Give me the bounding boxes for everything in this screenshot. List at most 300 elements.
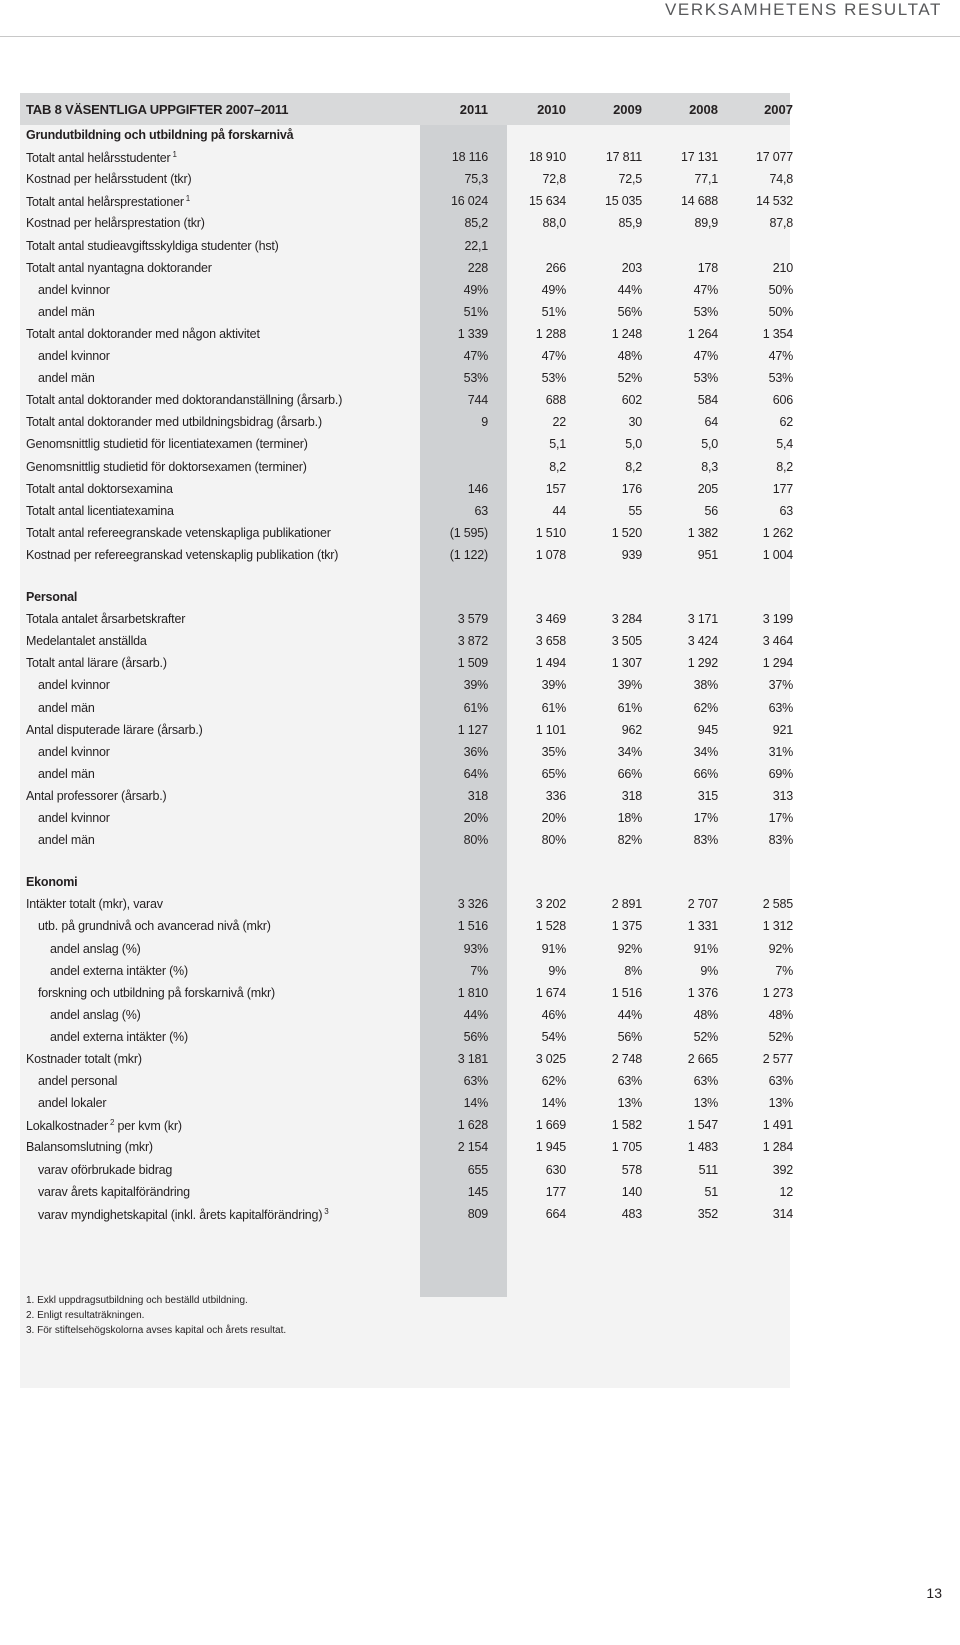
cell-2010: 3 658 <box>535 634 566 649</box>
cell-2009: 85,9 <box>618 216 642 231</box>
footnotes <box>26 1293 286 1338</box>
cell-2010: 65% <box>541 766 566 781</box>
row-label-text: Totalt antal helårsstudenter <box>26 151 171 166</box>
footnote-marker: 2 <box>109 1118 115 1128</box>
cell-2009: 61% <box>617 700 642 715</box>
cell-2010: 1 528 <box>535 919 566 934</box>
cell-2007: 69% <box>768 766 793 781</box>
cell-2007: 87,8 <box>769 216 793 231</box>
table-row <box>20 1005 793 1027</box>
row-label-text: andel kvinnor <box>38 349 110 363</box>
row-label <box>26 526 331 540</box>
row-label <box>38 371 95 385</box>
row-label <box>38 349 110 363</box>
cell-2009: 17 811 <box>605 150 642 165</box>
cell-2010: 49% <box>541 282 566 297</box>
table-row <box>20 213 793 235</box>
cell-2009: 1 582 <box>611 1118 642 1133</box>
cell-2009: 176 <box>621 481 642 496</box>
cell-2008: 584 <box>697 393 718 408</box>
cell-2007: 2 577 <box>762 1052 793 1066</box>
cell-2011: 146 <box>467 481 488 496</box>
table-row <box>20 1182 793 1204</box>
cell-2010: 61% <box>541 700 566 715</box>
cell-2009: 1 520 <box>611 525 642 540</box>
cell-2007: 3 199 <box>762 612 793 627</box>
row-label <box>26 789 167 803</box>
cell-2010: 15 634 <box>528 194 566 209</box>
cell-2011: 53% <box>463 371 488 386</box>
table-row <box>20 961 793 983</box>
cell-2008: 5,0 <box>701 437 718 452</box>
cell-2011: 63% <box>463 1074 488 1089</box>
cell-2010: 630 <box>545 1162 566 1177</box>
row-label <box>38 283 110 297</box>
table-row <box>20 457 793 479</box>
cell-2008: 47% <box>693 349 718 363</box>
table-row <box>20 390 793 412</box>
cell-2008: 945 <box>697 722 718 737</box>
cell-2010: 54% <box>541 1029 566 1044</box>
cell-2010: 22 <box>552 415 566 430</box>
cell-2009: 939 <box>621 547 642 562</box>
row-label-text: varav myndighetskapital (inkl. årets kapitalförändring) <box>38 1207 323 1222</box>
cell-2011: 809 <box>467 1206 488 1221</box>
cell-2007: 1 354 <box>762 326 793 341</box>
cell-2007: 2 585 <box>762 897 793 912</box>
footnote: 2. Enligt resultaträkningen. <box>26 1310 145 1321</box>
page-number: 13 <box>926 1585 942 1601</box>
cell-2008: 17% <box>693 811 718 825</box>
cell-2007: 14 532 <box>755 194 793 209</box>
cell-2008: 511 <box>698 1162 718 1177</box>
cell-2009: 1 307 <box>611 656 642 671</box>
cell-2008: 13% <box>693 1096 718 1111</box>
cell-2007: 17% <box>768 811 793 825</box>
cell-2007: 1 004 <box>762 547 793 562</box>
section-heading: Grundutbildning och utbildning på forskarnivå <box>26 128 294 142</box>
cell-2007: 12 <box>779 1184 793 1199</box>
table-row <box>20 1071 793 1093</box>
cell-2011: 744 <box>467 393 488 408</box>
cell-2009: 1 705 <box>611 1140 642 1155</box>
row-label-text: Balansomslutning (mkr) <box>26 1140 153 1155</box>
cell-2009: 44% <box>617 1007 642 1022</box>
section-heading-row <box>20 587 790 609</box>
cell-2008: 2 665 <box>687 1052 718 1066</box>
cell-2010: 35% <box>541 744 566 759</box>
row-label <box>38 833 95 847</box>
table-row <box>20 830 793 852</box>
row-label-text: Antal professorer (årsarb.) <box>26 788 167 803</box>
cell-2007: 92% <box>768 941 793 956</box>
cell-2008: 8,3 <box>701 459 718 474</box>
cell-2011: 61% <box>463 700 488 715</box>
cell-2007: 210 <box>772 260 793 275</box>
row-label <box>38 1096 106 1110</box>
cell-2008: 1 483 <box>687 1140 718 1155</box>
cell-2009: 56% <box>617 304 642 319</box>
cell-2007: 52% <box>768 1029 793 1044</box>
table-row <box>20 324 793 346</box>
cell-2007: 63% <box>768 1074 793 1089</box>
row-label-text: Totalt antal helårsprestationer <box>26 195 184 210</box>
cell-2007: 1 491 <box>762 1118 793 1133</box>
table-row <box>20 983 793 1005</box>
cell-2010: 1 669 <box>535 1118 566 1133</box>
cell-2009: 52% <box>617 371 642 386</box>
cell-2007: 50% <box>768 282 793 297</box>
footnote-marker: 1 <box>185 194 191 204</box>
row-label <box>26 415 322 429</box>
cell-2009: 34% <box>617 744 642 759</box>
row-label <box>38 1074 117 1088</box>
cell-2008: 53% <box>693 371 718 386</box>
row-label <box>26 548 338 562</box>
table-row <box>20 653 793 675</box>
cell-2007: 31% <box>768 744 793 759</box>
row-label-text: Medelantalet anställda <box>26 634 147 649</box>
table-row <box>20 412 793 434</box>
footnote: 1. Exkl uppdragsutbildning och beställd utbildning. <box>26 1295 248 1306</box>
cell-2009: 602 <box>621 393 642 408</box>
table-row <box>20 434 793 456</box>
cell-2011: 47% <box>463 349 488 363</box>
table-row <box>20 147 793 169</box>
row-label <box>26 437 308 451</box>
cell-2007: 74,8 <box>769 172 793 187</box>
cell-2010: 157 <box>545 481 566 496</box>
cell-2009: 203 <box>621 260 642 275</box>
cell-2008: 951 <box>697 547 718 562</box>
cell-2008: 205 <box>697 481 718 496</box>
row-label <box>50 1008 141 1022</box>
table-row <box>20 1027 793 1049</box>
row-label <box>26 327 260 341</box>
table-row <box>20 894 793 916</box>
cell-2009: 3 505 <box>611 634 642 649</box>
cell-2011: 3 579 <box>457 612 488 627</box>
cell-2011: 2 154 <box>457 1140 488 1155</box>
cell-2010: 664 <box>545 1206 566 1221</box>
cell-2011: 64% <box>463 766 488 781</box>
row-label <box>26 1052 142 1066</box>
row-label <box>38 701 95 715</box>
table-row <box>20 169 793 191</box>
table-row <box>20 786 793 808</box>
row-label-text: andel kvinnor <box>38 811 110 825</box>
cell-2008: 48% <box>693 1007 718 1022</box>
cell-2011: 36% <box>463 744 488 759</box>
cell-2010: 177 <box>545 1184 566 1199</box>
cell-2008: 38% <box>693 678 718 693</box>
cell-2009: 2 748 <box>611 1052 642 1066</box>
row-label <box>50 942 141 956</box>
row-label-text: utb. på grundnivå och avancerad nivå (mkr) <box>38 919 271 934</box>
cell-2011: 7% <box>470 963 488 978</box>
cell-2009: 2 891 <box>611 897 642 912</box>
cell-2008: 1 382 <box>687 525 718 540</box>
row-label-text: andel personal <box>38 1074 118 1089</box>
row-label <box>26 261 212 275</box>
cell-2009: 55 <box>628 503 642 518</box>
cell-2008: 178 <box>697 260 718 275</box>
row-label <box>38 986 275 1000</box>
row-label <box>38 1207 329 1222</box>
cell-2008: 64 <box>704 415 718 430</box>
cell-2009: 1 248 <box>611 326 642 341</box>
cell-2011: 1 516 <box>457 919 488 934</box>
row-label <box>50 1030 188 1044</box>
cell-2007: 53% <box>768 371 793 386</box>
cell-2011: 80% <box>463 833 488 848</box>
cell-2011: 44% <box>463 1007 488 1022</box>
row-label-text: andel anslag (%) <box>50 1007 141 1022</box>
row-label <box>26 1140 153 1154</box>
cell-2010: 1 945 <box>535 1140 566 1155</box>
cell-2011: 93% <box>463 941 488 956</box>
cell-2011: 318 <box>467 788 488 803</box>
header-rule <box>0 36 960 37</box>
row-label-text: Totalt antal nyantagna doktorander <box>26 260 212 275</box>
cell-2010: 8,2 <box>549 459 566 474</box>
row-label <box>26 612 185 626</box>
cell-2009: 72,5 <box>618 172 642 187</box>
cell-2011: 51% <box>463 304 488 319</box>
cell-2007: 606 <box>772 393 793 408</box>
cell-2009: 3 284 <box>611 612 642 627</box>
cell-2009: 1 516 <box>611 985 642 1000</box>
cell-2009: 63% <box>617 1074 642 1089</box>
cell-2010: 18 910 <box>528 150 566 165</box>
cell-2008: 1 376 <box>687 985 718 1000</box>
row-label <box>26 897 163 911</box>
row-label-text: varav oförbrukade bidrag <box>38 1162 173 1177</box>
row-label-text: andel kvinnor <box>38 678 110 693</box>
cell-2011: 16 024 <box>450 194 488 209</box>
row-label-text: Totalt antal doktorsexamina <box>26 481 173 496</box>
row-label-text: andel män <box>38 371 95 386</box>
row-label-text: Kostnad per helårsstudent (tkr) <box>26 172 192 187</box>
row-label <box>38 919 271 933</box>
table-row <box>20 742 793 764</box>
year-header: 2009 <box>613 102 642 117</box>
table-row <box>20 191 793 213</box>
cell-2008: 9% <box>700 963 718 978</box>
cell-2009: 39% <box>617 678 642 693</box>
cell-2007: 63 <box>779 503 793 518</box>
cell-2009: 578 <box>621 1162 642 1177</box>
cell-2007: 13% <box>768 1096 793 1111</box>
table-row <box>20 523 793 545</box>
row-label <box>26 194 190 209</box>
table-title: TAB 8 VÄSENTLIGA UPPGIFTER 2007–2011 <box>26 102 289 117</box>
table-row <box>20 1093 793 1115</box>
table-row <box>20 1049 793 1071</box>
cell-2009: 140 <box>621 1184 642 1199</box>
cell-2011: (1 595) <box>449 525 488 540</box>
row-label-text: Totalt antal lärare (årsarb.) <box>26 656 167 671</box>
cell-2008: 77,1 <box>694 172 718 187</box>
cell-2010: 1 494 <box>535 656 566 671</box>
row-label-text: Intäkter totalt (mkr), varav <box>26 897 163 912</box>
cell-2009: 66% <box>617 766 642 781</box>
cell-2008: 3 171 <box>687 612 718 627</box>
cell-2008: 66% <box>693 766 718 781</box>
cell-2008: 1 331 <box>687 919 718 934</box>
cell-2009: 92% <box>617 941 642 956</box>
table-row <box>20 939 793 961</box>
cell-2010: 1 674 <box>535 985 566 1000</box>
row-label <box>26 634 147 648</box>
table-header <box>20 93 793 125</box>
row-label-text: Totalt antal licentiatexamina <box>26 503 174 518</box>
year-header: 2008 <box>689 102 718 117</box>
cell-2011: 85,2 <box>464 216 488 231</box>
cell-2011: (1 122) <box>449 547 488 562</box>
row-label-text: Totala antalet årsarbetskrafter <box>26 612 186 627</box>
table-row <box>20 1160 793 1182</box>
cell-2007: 37% <box>768 678 793 693</box>
cell-2009: 56% <box>617 1029 642 1044</box>
cell-2011: 49% <box>463 282 488 297</box>
row-label-text: Kostnad per refereegranskad vetenskaplig publikation (tkr) <box>26 547 339 562</box>
row-label-text: Totalt antal studieavgiftsskyldiga studenter (hst) <box>26 238 279 253</box>
cell-2008: 352 <box>697 1206 718 1221</box>
cell-2007: 17 077 <box>755 150 793 165</box>
footnote: 3. För stiftelsehögskolorna avses kapital och årets resultat. <box>26 1325 287 1336</box>
table-row <box>20 236 790 258</box>
table-row <box>20 302 793 324</box>
cell-2010: 3 469 <box>535 612 566 627</box>
cell-2008: 62% <box>693 700 718 715</box>
cell-2009: 8,2 <box>625 459 642 474</box>
row-label-text: Totalt antal doktorander med doktorandanställning (årsarb.) <box>26 393 343 408</box>
cell-2007: 8,2 <box>776 459 793 474</box>
cell-2009: 18% <box>617 811 642 825</box>
row-label <box>50 964 188 978</box>
cell-2010: 9% <box>548 963 566 978</box>
cell-2008: 34% <box>693 744 718 759</box>
year-header: 2010 <box>537 102 566 117</box>
cell-2010: 47% <box>541 349 566 363</box>
cell-2007: 1 262 <box>762 525 793 540</box>
section-heading: Ekonomi <box>26 875 78 890</box>
cell-2007: 392 <box>772 1162 793 1177</box>
cell-2011: 22,1 <box>464 238 488 253</box>
cell-2009: 30 <box>628 415 642 430</box>
cell-2008: 1 547 <box>687 1118 718 1133</box>
row-label-suffix: per kvm (kr) <box>117 1119 182 1134</box>
cell-2007: 63% <box>768 700 793 715</box>
row-label <box>38 305 95 319</box>
row-label-text: Totalt antal refereegranskade vetenskapliga publikationer <box>26 525 331 540</box>
row-label <box>26 216 205 230</box>
row-label-text: Totalt antal doktorander med utbildningsbidrag (årsarb.) <box>26 415 322 430</box>
cell-2007: 7% <box>775 963 793 978</box>
cell-2010: 72,8 <box>542 172 566 187</box>
cell-2010: 20% <box>541 811 566 825</box>
cell-2008: 2 707 <box>687 897 718 912</box>
cell-2008: 51 <box>704 1184 718 1199</box>
row-label <box>26 393 342 407</box>
cell-2011: 14% <box>463 1096 488 1111</box>
row-label-text: varav årets kapitalförändring <box>38 1184 190 1199</box>
cell-2011: 1 127 <box>457 722 488 737</box>
cell-2007: 62 <box>779 415 793 430</box>
cell-2011: 1 509 <box>457 656 488 671</box>
cell-2009: 5,0 <box>625 437 642 452</box>
cell-2011: 75,3 <box>464 172 488 187</box>
table-row <box>20 1137 793 1159</box>
cell-2010: 1 288 <box>535 326 566 341</box>
row-label <box>26 656 167 670</box>
cell-2009: 15 035 <box>604 194 642 209</box>
cell-2009: 1 375 <box>611 919 642 934</box>
row-label <box>38 678 110 692</box>
table-row <box>20 1115 793 1137</box>
cell-2008: 91% <box>693 941 718 956</box>
cell-2010: 53% <box>541 371 566 386</box>
cell-2011: 145 <box>467 1184 488 1199</box>
cell-2011: 1 628 <box>457 1118 488 1133</box>
row-label-text: Totalt antal doktorander med någon aktivitet <box>26 326 260 341</box>
table-row <box>20 631 793 653</box>
cell-2007: 48% <box>768 1007 793 1022</box>
cell-2009: 82% <box>617 833 642 848</box>
cell-2010: 39% <box>541 678 566 693</box>
cell-2011: 3 872 <box>457 634 488 649</box>
cell-2010: 1 078 <box>535 547 566 562</box>
table-row <box>20 698 793 720</box>
cell-2007: 5,4 <box>776 437 793 452</box>
row-label <box>26 723 203 737</box>
cell-2010: 1 101 <box>535 722 566 737</box>
year-header: 2007 <box>764 102 793 117</box>
cell-2008: 83% <box>693 833 718 848</box>
cell-2010: 5,1 <box>549 437 566 452</box>
cell-2010: 62% <box>541 1074 566 1089</box>
row-label <box>38 811 110 825</box>
row-label-text: andel lokaler <box>38 1096 107 1111</box>
cell-2011: 20% <box>463 811 488 825</box>
cell-2010: 46% <box>541 1007 566 1022</box>
cell-2007: 1 273 <box>762 985 793 1000</box>
cell-2010: 1 510 <box>535 525 566 540</box>
cell-2010: 51% <box>541 304 566 319</box>
cell-2011: 39% <box>463 678 488 693</box>
cell-2010: 266 <box>545 260 566 275</box>
table-row <box>20 1204 793 1226</box>
cell-2010: 3 025 <box>535 1052 566 1066</box>
cell-2010: 91% <box>541 941 566 956</box>
running-head: VERKSAMHETENS RESULTAT <box>664 0 942 19</box>
table-row <box>20 258 793 280</box>
section-heading-row <box>20 872 790 894</box>
cell-2009: 318 <box>621 788 642 803</box>
row-label-text: Genomsnittlig studietid för doktorsexamen (terminer) <box>26 459 307 474</box>
cell-2008: 14 688 <box>680 194 718 209</box>
row-label-text: andel män <box>38 700 95 715</box>
cell-2008: 3 424 <box>687 634 718 649</box>
table-row <box>20 720 793 742</box>
table-row <box>20 501 793 523</box>
row-label <box>38 1163 172 1177</box>
row-label-text: andel externa intäkter (%) <box>50 1029 188 1044</box>
row-label-text: Kostnad per helårsprestation (tkr) <box>26 216 205 231</box>
row-label-text: Genomsnittlig studietid för licentiatexamen (terminer) <box>26 437 308 452</box>
cell-2011: 18 116 <box>451 150 488 165</box>
